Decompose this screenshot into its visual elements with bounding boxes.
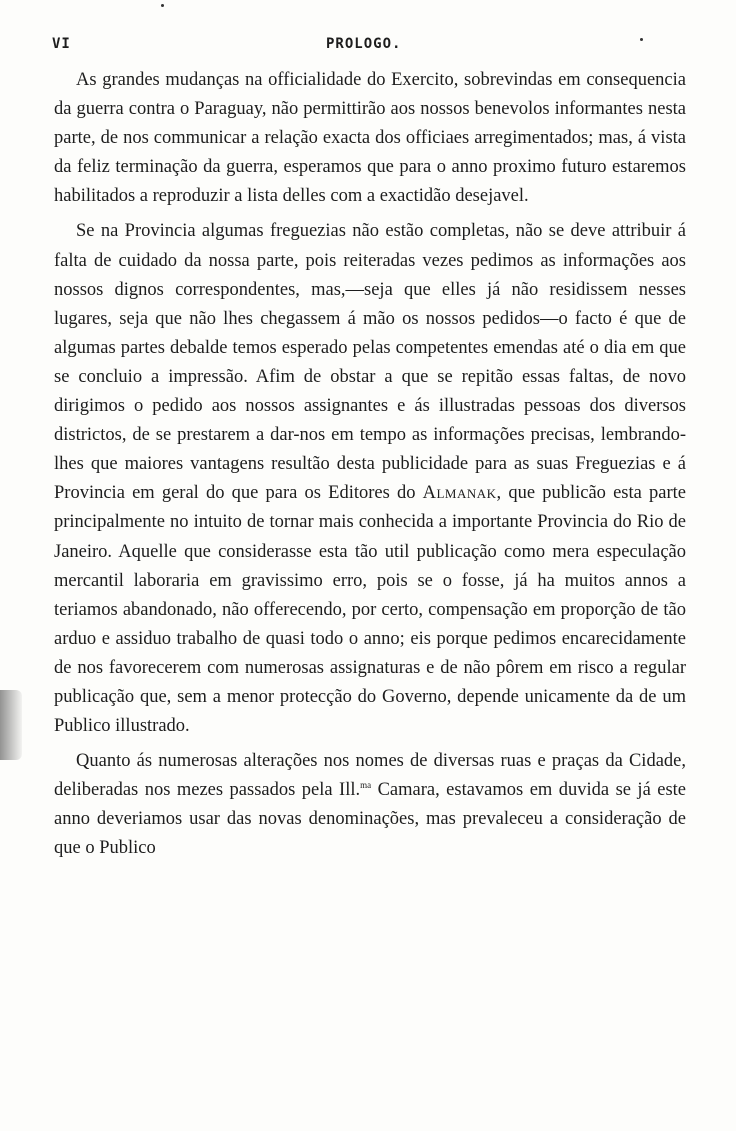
paragraph-ruas <box>54 747 686 863</box>
paragraph-text-before: Quanto ás numerosas alterações nos nomes de diversas ruas e praças da Cidade, deliberadas nos mezes passados pela Ill. <box>54 751 686 801</box>
paragraph-text-after: , que publicão esta parte principalmente no intuito de tornar mais conhecida a importante Provincia do Rio de Janeiro. Aquelle que considerasse esta tão util publicação como mera especulação mercantil laboraria em gravissimo erro, pois se o fosse, já ha muitos annos a teriamos abandonado, não offerecendo, por certo, compensação em proporção de tão arduo e assiduo trabalho de quasi todo o anno; eis porque pedimos encarecidamente de nos favorecerem com numerosas assignaturas e de não pôrem em risco a regular publicação que, sem a menor protecção do Governo, depende unicamente da de um Publico illustrado. <box>54 483 686 737</box>
page-number: VI <box>52 36 71 52</box>
paragraph-text-before: Se na Provincia algumas freguezias não estão completas, não se deve attribuir á falta de cuidado da nossa parte, pois reiteradas vezes pedimos as informações aos nossos dignos correspondentes, mas,—seja que elles já não residissem nesses lugares, seja que não lhes chegassem á mão os nossos pedidos—o facto é que de algumas partes debalde temos esperado pelas competentes emendas até o dia em que se concluio a impressão. Afim de obstar a que se repitão essas faltas, de novo dirigimos o pedido aos nossos assignantes e ás illustradas pessoas dos diversos districtos, de se prestarem a dar-nos em tempo as informações precisas, lembrando-lhes que maiores vantagens resultão desta publicidade para as suas Freguezias e á Provincia em geral do que para os Editores do <box>54 221 686 504</box>
ink-speck <box>640 38 643 41</box>
binding-shadow <box>0 690 22 760</box>
paragraph-officialidade <box>54 66 686 211</box>
paragraph-provincia <box>54 217 686 741</box>
paragraph-text-after: Camara, estavamos em duvida se já este anno deveriamos usar das novas denominações, mas prevaleceu a consideração de que o Publico <box>54 780 687 859</box>
paragraph-text: As grandes mudanças na officialidade do Exercito, sobrevindas em consequencia da guerra contra o Paraguay, não permittirão aos nossos benevolos informantes nesta parte, de nos communicar a relação exacta dos officiaes arregimentados; mas, á vista da feliz terminação da guerra, esperamos que para o anno proximo futuro estaremos habilitados a reproduzir a lista delles com a exactidão desejavel. <box>54 70 686 207</box>
almanak-name: Almanak <box>422 483 497 504</box>
ink-speck <box>161 4 164 7</box>
running-head <box>52 30 692 58</box>
running-title: PROLOGO. <box>326 36 402 52</box>
body-text <box>54 66 686 864</box>
abbreviation-superscript: ma <box>360 780 372 791</box>
